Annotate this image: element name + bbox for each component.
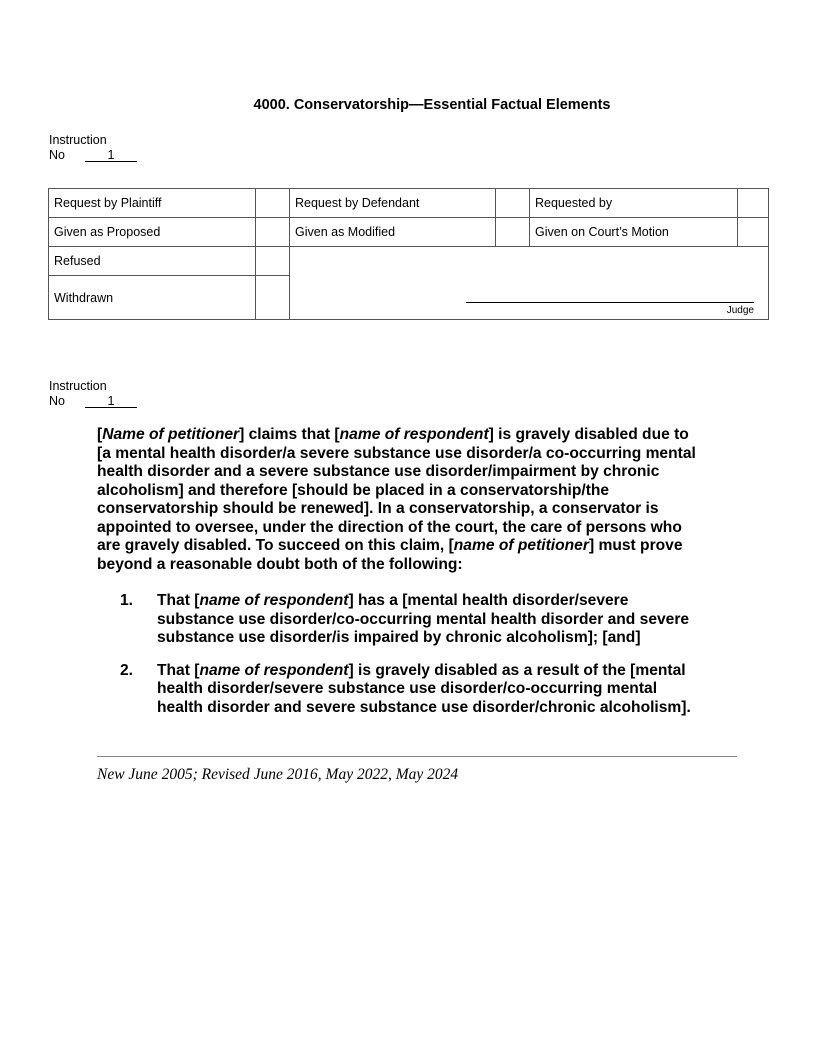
- text-segment: ] is gravely disabled as a result of the [mental: [348, 661, 686, 679]
- text-line: [157, 680, 737, 699]
- text-segment: ] is gravely disabled due to: [488, 426, 689, 443]
- divider: [97, 756, 737, 757]
- text-segment: substance use disorder/co-occurring mental health disorder and severe: [157, 610, 690, 628]
- given-as-modified-label: Given as Modified: [290, 218, 496, 247]
- given-on-courts-motion-box[interactable]: [738, 218, 769, 247]
- text-segment: are gravely disabled. To succeed on this claim, [: [97, 537, 454, 554]
- instruction-paragraph: [97, 426, 737, 574]
- placeholder-text: name of respondent: [199, 661, 349, 679]
- text-segment: That [: [157, 661, 200, 679]
- refused-label: Refused: [49, 247, 256, 276]
- text-line: [157, 662, 737, 681]
- no-label: No: [49, 147, 65, 162]
- text-line: [97, 500, 737, 519]
- text-segment: substance use disorder/is impaired by chronic alcoholism]; [and]: [157, 629, 641, 646]
- text-segment: ] has a [mental health disorder/severe: [348, 592, 629, 609]
- text-line: [Name of petitioner] claims that [name of respondent] is gravely disabled due to: [97, 426, 689, 443]
- refused-box[interactable]: [256, 247, 290, 276]
- requested-by-label: Requested by: [530, 189, 738, 218]
- instruction-number: 1: [85, 395, 137, 408]
- text-segment: health disorder and severe substance use disorder/chronic alcoholism].: [157, 698, 691, 716]
- instruction-number-top: [49, 133, 137, 162]
- text-line: [157, 629, 737, 648]
- text-segment: alcoholism] and therefore [should be placed in a conservatorship/the: [97, 481, 610, 499]
- text-segment: [a mental health disorder/a severe substance use disorder/a co-occurring mental: [97, 444, 696, 462]
- placeholder-text: name of respondent: [339, 426, 489, 443]
- text-segment: health disorder/severe substance use disorder/co-occurring mental: [157, 680, 658, 697]
- table-row: [49, 189, 769, 218]
- page-title: 4000. Conservatorship—Essential Factual Elements: [253, 97, 611, 113]
- no-label: No: [49, 393, 65, 408]
- withdrawn-box[interactable]: [256, 276, 290, 320]
- text-line: [97, 519, 737, 538]
- given-as-proposed-box[interactable]: [256, 218, 290, 247]
- table-row: [49, 218, 769, 247]
- given-as-modified-box[interactable]: [496, 218, 530, 247]
- judge-signature-line: Judge: [466, 302, 754, 316]
- text-line: [157, 611, 737, 630]
- text-line: [97, 556, 737, 575]
- placeholder-text: Name of petitioner: [102, 426, 240, 443]
- request-by-defendant-label: Request by Defendant: [290, 189, 496, 218]
- text-segment: ] must prove: [588, 537, 683, 554]
- revision-history: New June 2005; Revised June 2016, May 2022, May 2024: [97, 766, 459, 783]
- text-segment: ] claims that [: [239, 426, 340, 443]
- given-on-courts-motion-label: Given on Court’s Motion: [530, 218, 738, 247]
- table-row: [49, 247, 769, 276]
- elements-list: [97, 592, 737, 717]
- text-segment: That [: [157, 592, 200, 609]
- given-as-proposed-label: Given as Proposed: [49, 218, 256, 247]
- list-number: 1.: [120, 592, 134, 609]
- requested-by-box[interactable]: [738, 189, 769, 218]
- request-by-plaintiff-box[interactable]: [256, 189, 290, 218]
- text-line: [157, 699, 737, 718]
- request-by-plaintiff-label: Request by Plaintiff: [49, 189, 256, 218]
- withdrawn-label: Withdrawn: [49, 276, 256, 320]
- placeholder-text: name of petitioner: [453, 537, 589, 554]
- instruction-number: 1: [85, 149, 137, 162]
- list-item: [120, 661, 737, 718]
- text-line: [97, 445, 737, 464]
- request-by-defendant-box[interactable]: [496, 189, 530, 218]
- text-segment: health disorder and a severe substance use disorder/impairment by chronic: [97, 463, 660, 480]
- instruction-number-bottom: [49, 379, 137, 408]
- text-segment: conservatorship should be renewed]. In a conservatorship, a conservator is: [97, 500, 659, 517]
- instruction-label: Instruction: [49, 379, 107, 393]
- text-line: [97, 482, 737, 501]
- text-segment: appointed to oversee, under the direction of the court, the care of persons who: [97, 518, 682, 536]
- placeholder-text: name of respondent: [199, 592, 349, 609]
- instruction-label: Instruction: [49, 133, 107, 147]
- text-line: [97, 537, 737, 556]
- list-number: 2.: [120, 661, 134, 679]
- instruction-body: [97, 426, 737, 717]
- disposition-table: [48, 188, 769, 320]
- list-item: [120, 592, 737, 648]
- text-line: [157, 592, 737, 611]
- text-segment: beyond a reasonable doubt both of the following:: [97, 555, 463, 573]
- text-line: [97, 463, 737, 482]
